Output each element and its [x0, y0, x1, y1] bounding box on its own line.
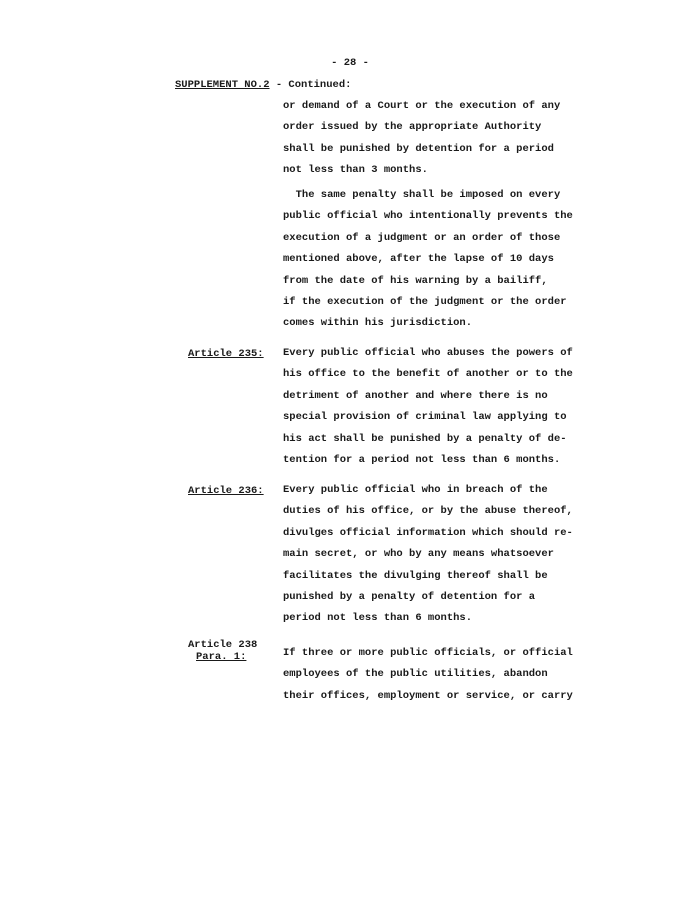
article-238-label: Article 238 — [188, 639, 258, 651]
penalty-paragraph — [283, 185, 573, 335]
text-line: detriment of another and where there is no — [283, 389, 548, 402]
continued-paragraph — [283, 96, 561, 182]
text-line: Every public official who abuses the powers of — [283, 347, 573, 359]
article-236-label: Article 236: — [188, 485, 264, 497]
text-line: Every public official who in breach of the — [283, 484, 548, 496]
text-line: their offices, employment or service, or carry — [283, 689, 573, 702]
text-line: facilitates the divulging thereof shall be — [283, 569, 548, 582]
supplement-heading — [175, 79, 351, 91]
text-line: tention for a period not less than 6 months. — [283, 453, 561, 466]
text-line: If three or more public officials, or official — [283, 647, 573, 659]
text-line: not less than 3 months. — [283, 164, 428, 177]
text-line: if the execution of the judgment or the order — [283, 295, 567, 308]
article-235-label: Article 235: — [188, 348, 264, 360]
text-line: punished by a penalty of detention for a — [283, 590, 536, 603]
article-235-text — [283, 343, 573, 471]
text-line: period not less than 6 months. — [283, 612, 473, 625]
text-line: special provision of criminal law applying to — [283, 411, 567, 424]
text-line: duties of his office, or by the abuse thereof, — [283, 505, 573, 518]
text-line: main secret, or who by any means whatsoever — [283, 548, 554, 561]
text-line: mentioned above, after the lapse of 10 days — [283, 253, 554, 266]
text-line: order issued by the appropriate Authority — [283, 121, 542, 134]
text-line: The same penalty shall be imposed on every — [283, 189, 561, 201]
text-line: his act shall be punished by a penalty of de- — [283, 432, 567, 445]
text-line: public official who intentionally prevents the — [283, 210, 573, 223]
supplement-title: SUPPLEMENT NO.2 — [175, 79, 270, 91]
article-236-text — [283, 480, 573, 630]
page-number: - 28 - — [331, 57, 369, 69]
text-line: shall be punished by detention for a period — [283, 142, 554, 155]
article-238-text — [283, 643, 573, 707]
text-line: from the date of his warning by a bailiff, — [283, 274, 548, 287]
text-line: comes within his jurisdiction. — [283, 317, 473, 330]
text-line: employees of the public utilities, abandon — [283, 668, 548, 681]
text-line: or demand of a Court or the execution of any — [283, 100, 561, 112]
supplement-suffix: - Continued: — [269, 79, 352, 91]
text-line: his office to the benefit of another or to the — [283, 368, 573, 381]
article-238-para-label: Para. 1: — [196, 651, 247, 663]
text-line: divulges official information which should re- — [283, 526, 573, 539]
text-line: execution of a judgment or an order of those — [283, 231, 561, 244]
